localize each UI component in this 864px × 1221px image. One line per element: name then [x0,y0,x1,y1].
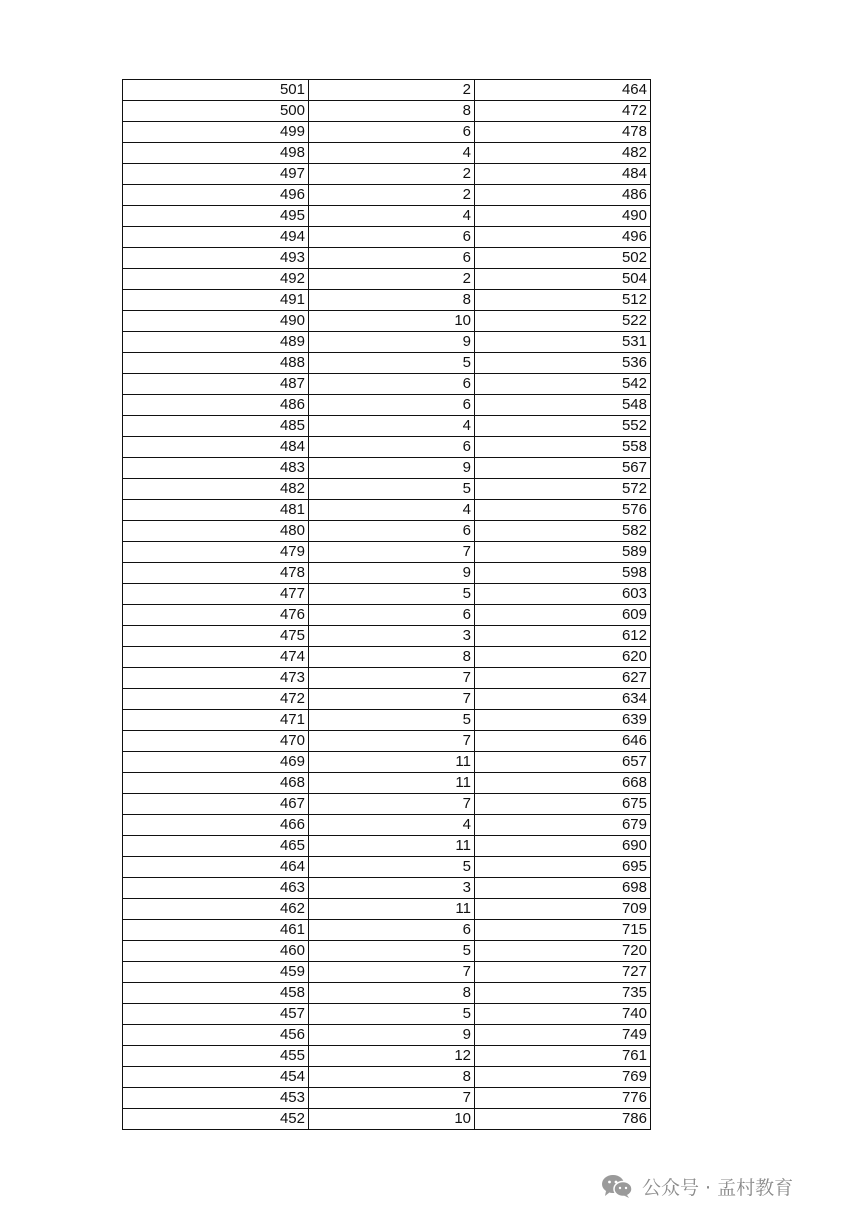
table-row [123,1109,651,1130]
count-cell: 4 [309,815,475,836]
table-row [123,941,651,962]
score-cell: 480 [123,521,309,542]
table-row [123,332,651,353]
score-cell: 501 [123,80,309,101]
score-cell: 457 [123,1004,309,1025]
wechat-icon [600,1173,634,1199]
count-cell: 6 [309,227,475,248]
count-cell: 5 [309,353,475,374]
table-body [123,80,651,1130]
count-cell: 5 [309,584,475,605]
table-row [123,1025,651,1046]
count-cell: 7 [309,689,475,710]
table-row [123,542,651,563]
watermark [600,1173,793,1199]
count-cell: 8 [309,290,475,311]
score-cell: 486 [123,395,309,416]
table-row [123,899,651,920]
table-row [123,101,651,122]
score-cell: 467 [123,794,309,815]
score-cell: 473 [123,668,309,689]
score-cell: 465 [123,836,309,857]
score-cell: 487 [123,374,309,395]
count-cell: 8 [309,101,475,122]
cumulative-cell: 589 [475,542,651,563]
score-cell: 483 [123,458,309,479]
count-cell: 7 [309,1088,475,1109]
cumulative-cell: 761 [475,1046,651,1067]
cumulative-cell: 698 [475,878,651,899]
table-row [123,395,651,416]
cumulative-cell: 679 [475,815,651,836]
count-cell: 11 [309,899,475,920]
count-cell: 6 [309,605,475,626]
cumulative-cell: 749 [475,1025,651,1046]
score-cell: 452 [123,1109,309,1130]
cumulative-cell: 695 [475,857,651,878]
score-cell: 476 [123,605,309,626]
score-cell: 459 [123,962,309,983]
count-cell: 7 [309,668,475,689]
score-cell: 464 [123,857,309,878]
score-cell: 485 [123,416,309,437]
score-cell: 458 [123,983,309,1004]
table-row [123,731,651,752]
count-cell: 7 [309,794,475,815]
cumulative-cell: 786 [475,1109,651,1130]
cumulative-cell: 675 [475,794,651,815]
score-cell: 466 [123,815,309,836]
cumulative-cell: 646 [475,731,651,752]
cumulative-cell: 627 [475,668,651,689]
cumulative-cell: 598 [475,563,651,584]
cumulative-cell: 572 [475,479,651,500]
cumulative-cell: 504 [475,269,651,290]
count-cell: 11 [309,773,475,794]
cumulative-cell: 542 [475,374,651,395]
score-cell: 491 [123,290,309,311]
cumulative-cell: 464 [475,80,651,101]
cumulative-cell: 727 [475,962,651,983]
score-cell: 471 [123,710,309,731]
count-cell: 6 [309,248,475,269]
cumulative-cell: 620 [475,647,651,668]
cumulative-cell: 582 [475,521,651,542]
count-cell: 9 [309,458,475,479]
score-cell: 475 [123,626,309,647]
count-cell: 12 [309,1046,475,1067]
score-cell: 490 [123,311,309,332]
table-row [123,752,651,773]
score-cell: 468 [123,773,309,794]
count-cell: 3 [309,878,475,899]
count-cell: 3 [309,626,475,647]
score-cell: 460 [123,941,309,962]
count-cell: 6 [309,920,475,941]
table-row [123,164,651,185]
table-row [123,290,651,311]
table-row [123,80,651,101]
cumulative-cell: 478 [475,122,651,143]
count-cell: 6 [309,122,475,143]
cumulative-cell: 496 [475,227,651,248]
count-cell: 7 [309,962,475,983]
cumulative-cell: 502 [475,248,651,269]
table-row [123,311,651,332]
count-cell: 5 [309,479,475,500]
cumulative-cell: 482 [475,143,651,164]
cumulative-cell: 472 [475,101,651,122]
count-cell: 10 [309,311,475,332]
cumulative-cell: 486 [475,185,651,206]
cumulative-cell: 548 [475,395,651,416]
table-row [123,458,651,479]
count-cell: 5 [309,857,475,878]
cumulative-cell: 634 [475,689,651,710]
count-cell: 11 [309,836,475,857]
score-cell: 493 [123,248,309,269]
cumulative-cell: 690 [475,836,651,857]
score-cell: 481 [123,500,309,521]
score-cell: 463 [123,878,309,899]
table-row [123,248,651,269]
score-cell: 456 [123,1025,309,1046]
count-cell: 6 [309,521,475,542]
count-cell: 5 [309,710,475,731]
count-cell: 2 [309,80,475,101]
count-cell: 10 [309,1109,475,1130]
count-cell: 2 [309,185,475,206]
cumulative-cell: 552 [475,416,651,437]
count-cell: 4 [309,206,475,227]
count-cell: 2 [309,269,475,290]
cumulative-cell: 735 [475,983,651,1004]
table-row [123,815,651,836]
table-row [123,983,651,1004]
count-cell: 4 [309,416,475,437]
score-cell: 499 [123,122,309,143]
cumulative-cell: 522 [475,311,651,332]
table-row [123,437,651,458]
table-row [123,710,651,731]
count-cell: 9 [309,332,475,353]
score-cell: 496 [123,185,309,206]
score-cell: 484 [123,437,309,458]
table-row [123,836,651,857]
score-cell: 474 [123,647,309,668]
table-row [123,773,651,794]
score-cell: 455 [123,1046,309,1067]
cumulative-cell: 709 [475,899,651,920]
count-cell: 9 [309,1025,475,1046]
score-cell: 470 [123,731,309,752]
score-cell: 462 [123,899,309,920]
count-cell: 8 [309,1067,475,1088]
cumulative-cell: 484 [475,164,651,185]
count-cell: 8 [309,983,475,1004]
cumulative-cell: 603 [475,584,651,605]
score-cell: 469 [123,752,309,773]
count-cell: 11 [309,752,475,773]
score-cell: 477 [123,584,309,605]
count-cell: 4 [309,143,475,164]
table-row [123,353,651,374]
count-cell: 6 [309,437,475,458]
table-row [123,878,651,899]
score-cell: 479 [123,542,309,563]
table-row [123,1088,651,1109]
score-cell: 488 [123,353,309,374]
score-cell: 494 [123,227,309,248]
cumulative-cell: 668 [475,773,651,794]
cumulative-cell: 531 [475,332,651,353]
count-cell: 9 [309,563,475,584]
score-cell: 500 [123,101,309,122]
table-row [123,374,651,395]
count-cell: 7 [309,542,475,563]
count-cell: 5 [309,1004,475,1025]
cumulative-cell: 740 [475,1004,651,1025]
table-row [123,626,651,647]
cumulative-cell: 576 [475,500,651,521]
count-cell: 8 [309,647,475,668]
count-cell: 7 [309,731,475,752]
score-table [122,79,651,1130]
table-row [123,605,651,626]
score-cell: 495 [123,206,309,227]
table-row [123,143,651,164]
cumulative-cell: 776 [475,1088,651,1109]
table-row [123,479,651,500]
table-row [123,269,651,290]
table-row [123,647,651,668]
cumulative-cell: 558 [475,437,651,458]
cumulative-cell: 490 [475,206,651,227]
score-cell: 461 [123,920,309,941]
count-cell: 2 [309,164,475,185]
score-cell: 492 [123,269,309,290]
table-row [123,668,651,689]
cumulative-cell: 715 [475,920,651,941]
table-row [123,500,651,521]
score-cell: 478 [123,563,309,584]
table-row [123,1004,651,1025]
cumulative-cell: 609 [475,605,651,626]
table-row [123,206,651,227]
cumulative-cell: 567 [475,458,651,479]
cumulative-cell: 536 [475,353,651,374]
cumulative-cell: 512 [475,290,651,311]
cumulative-cell: 720 [475,941,651,962]
table-row [123,416,651,437]
count-cell: 6 [309,395,475,416]
table-row [123,689,651,710]
table-row [123,122,651,143]
score-cell: 453 [123,1088,309,1109]
watermark-text: 公众号 · 孟村教育 [642,1176,794,1199]
table-row [123,521,651,542]
cumulative-cell: 769 [475,1067,651,1088]
table-row [123,185,651,206]
count-cell: 4 [309,500,475,521]
cumulative-cell: 612 [475,626,651,647]
score-cell: 482 [123,479,309,500]
table-row [123,920,651,941]
count-cell: 5 [309,941,475,962]
score-cell: 472 [123,689,309,710]
table-row [123,1046,651,1067]
score-cell: 498 [123,143,309,164]
table-row [123,1067,651,1088]
table-row [123,584,651,605]
table-row [123,227,651,248]
count-cell: 6 [309,374,475,395]
cumulative-cell: 657 [475,752,651,773]
score-cell: 454 [123,1067,309,1088]
table-row [123,857,651,878]
table-row [123,962,651,983]
cumulative-cell: 639 [475,710,651,731]
table-row [123,563,651,584]
score-cell: 489 [123,332,309,353]
table-row [123,794,651,815]
score-cell: 497 [123,164,309,185]
